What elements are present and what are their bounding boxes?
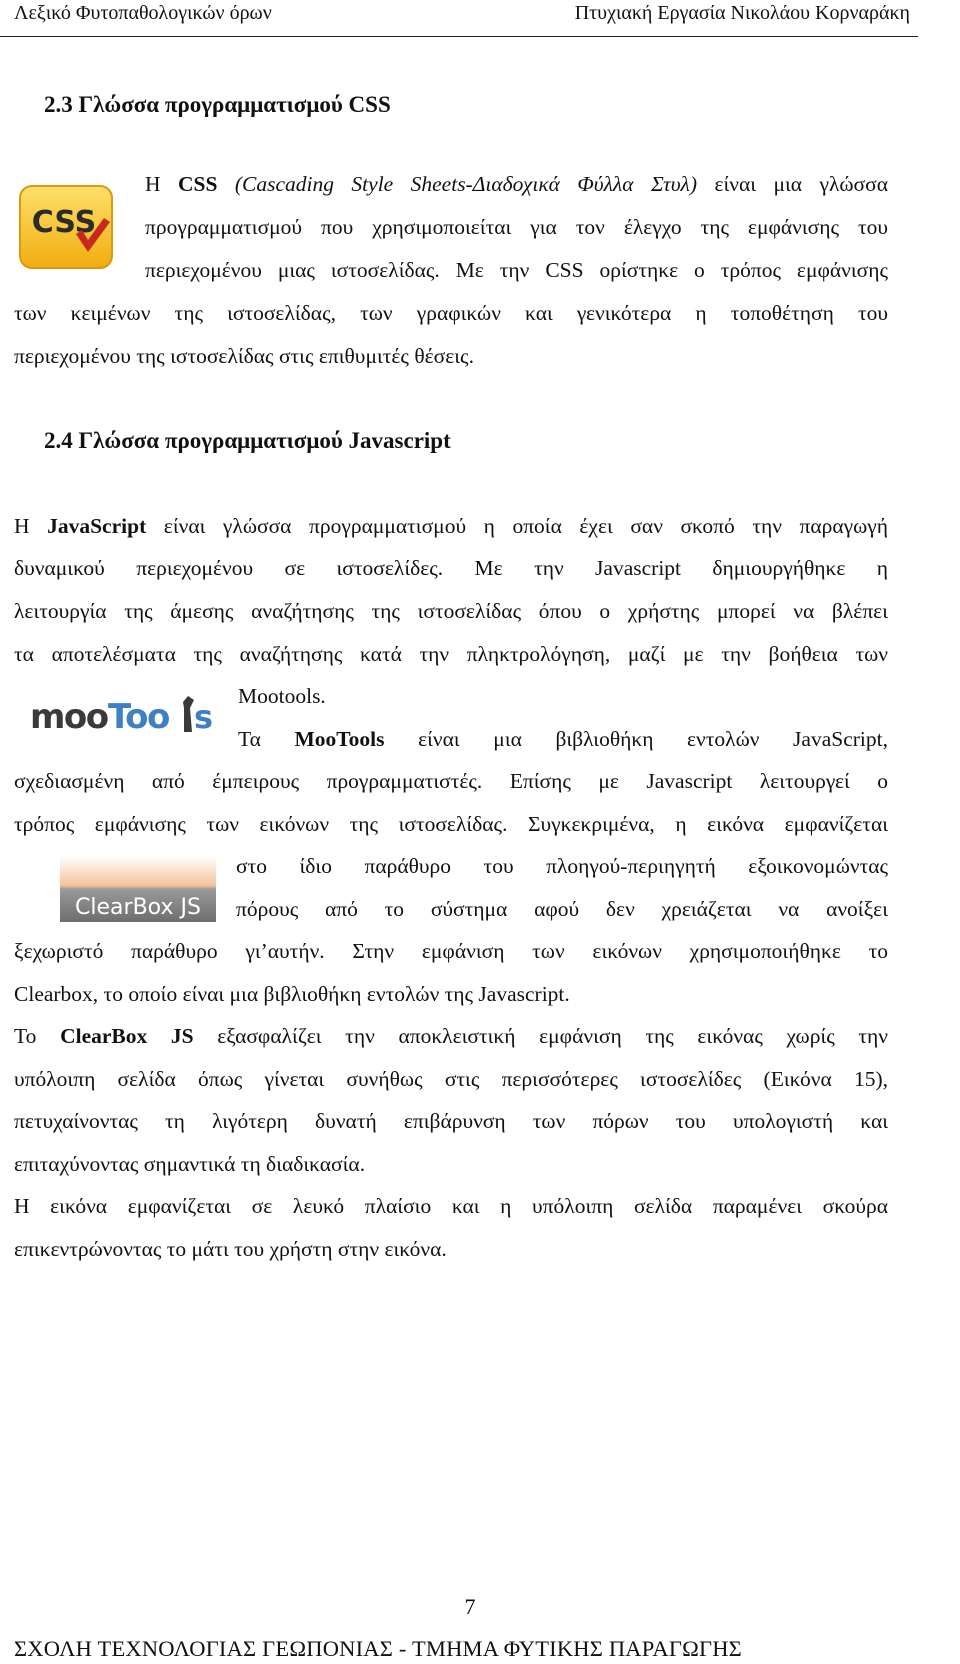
header-divider — [0, 36, 918, 37]
header-right-title: Πτυχιακή Εργασία Νικολάου Κορναράκη — [574, 2, 910, 24]
css-paragraph-line-1: Η CSS (Cascading Style Sheets-Διαδοχικά Φύλλα Στυλ) είναι μια γλώσσα — [145, 172, 889, 196]
js-paragraph-line-2: δυναμικού περιεχομένου σε ιστοσελίδες. Με την Javascript δημιουργήθηκε η — [14, 556, 888, 580]
js-paragraph-line-16: επιταχύνοντας σημαντικά τη διαδικασία. — [14, 1152, 366, 1176]
css-paragraph-line-4: των κειμένων της ιστοσελίδας, των γραφικών και γενικότερα η τοποθέτηση του — [14, 301, 888, 325]
footer-institution: ΣΧΟΛΗ ΤΕΧΝΟΛΟΓΙΑΣ ΓΕΩΠΟΝΙΑΣ - ΤΜΗΜΑ ΦΥΤΙΚΗΣ ΠΑΡΑΓΩΓΗΣ — [14, 1636, 742, 1661]
section-heading-javascript: 2.4 Γλώσσα προγραμματισμού Javascript — [44, 428, 451, 453]
js-paragraph-line-3: λειτουργία της άμεσης αναζήτησης της ιστοσελίδας όπου ο χρήστης μπορεί να βλέπει — [14, 599, 888, 623]
clearbox-logo — [60, 856, 216, 922]
css-logo-text: CSS — [31, 205, 97, 240]
header-left-title: Λεξικό Φυτοπαθολογικών όρων — [14, 2, 272, 24]
js-paragraph-line-8: τρόπος εμφάνισης των εικόνων της ιστοσελίδας. Συγκεκριμένα, η εικόνα εμφανίζεται — [14, 812, 888, 836]
js-paragraph-line-7: σχεδιασμένη από έμπειρους προγραμματιστές. Επίσης με Javascript λειτουργεί ο — [14, 769, 888, 793]
js-paragraph-line-14: υπόλοιπη σελίδα όπως γίνεται συνήθως στις περισσότερες ιστοσελίδες (Εικόνα 15), — [14, 1067, 888, 1091]
svg-text:s: s — [194, 698, 214, 736]
js-paragraph-line-15: πετυχαίνοντας τη λιγότερη δυνατή επιβάρυνση των πόρων του υπολογιστή και — [14, 1109, 888, 1133]
css-paragraph-line-3: περιεχομένου μιας ιστοσελίδας. Με την CSS ορίστηκε ο τρόπος εμφάνισης — [145, 258, 888, 282]
js-paragraph-line-10: πόρους από το σύστημα αφού δεν χρειάζεται να ανοίξει — [236, 897, 888, 921]
svg-text:moo: moo — [30, 697, 108, 737]
js-paragraph-line-12: Clearbox, το οποίο είναι μια βιβλιοθήκη εντολών της Javascript. — [14, 982, 570, 1006]
clearbox-logo-text: ClearBox JS — [75, 895, 201, 920]
css-paragraph-line-2: προγραμματισμού που χρησιμοποιείται για τον έλεγχο της εμφάνισης του — [145, 215, 888, 239]
js-paragraph-line-13: Το ClearBox JS εξασφαλίζει την αποκλειστική εμφάνιση της εικόνας χωρίς την — [14, 1024, 888, 1048]
css-paragraph-line-5: περιεχομένου της ιστοσελίδας στις επιθυμιτές θέσεις. — [14, 344, 474, 368]
js-paragraph-line-1: Η JavaScript είναι γλώσσα προγραμματισμού η οποία έχει σαν σκοπό την παραγωγή — [14, 514, 889, 538]
page-number: 7 — [464, 1594, 476, 1619]
js-paragraph-line-4: τα αποτελέσματα της αναζήτησης κατά την πληκτρολόγηση, μαζί με την βοήθεια των — [14, 642, 888, 666]
js-paragraph-line-11: ξεχωριστό παράθυρο γι’αυτήν. Στην εμφάνιση των εικόνων χρησιμοποιήθηκε το — [14, 939, 888, 963]
mootools-logo-text: mooTools — [28, 688, 32, 689]
mootools-logo — [28, 688, 216, 742]
css-logo — [18, 184, 114, 270]
section-heading-css: 2.3 Γλώσσα προγραμματισμού CSS — [44, 92, 391, 117]
js-paragraph-line-6: Τα MooTools είναι μια βιβλιοθήκη εντολών JavaScript, — [238, 727, 888, 751]
svg-text:Too: Too — [108, 697, 169, 737]
js-paragraph-line-5: Mootools. — [238, 684, 326, 708]
js-paragraph-line-9: στο ίδιο παράθυρο του πλοηγού-περιηγητή εξοικονομώντας — [236, 854, 888, 878]
js-paragraph-line-18: επικεντρώνοντας το μάτι του χρήστη στην εικόνα. — [14, 1237, 447, 1261]
js-paragraph-line-17: Η εικόνα εμφανίζεται σε λευκό πλαίσιο και η υπόλοιπη σελίδα παραμένει σκούρα — [14, 1194, 888, 1218]
